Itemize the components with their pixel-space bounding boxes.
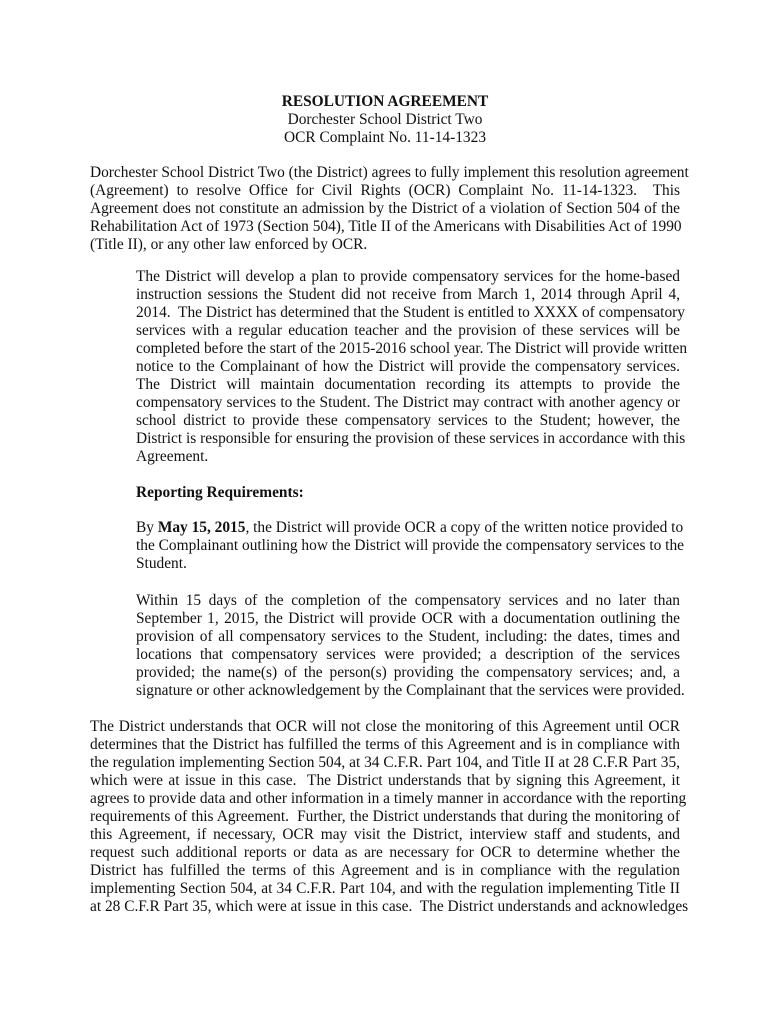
text-segment: September 1, 2015, the District will provide OCR with a documentation outlining the [136,610,680,627]
text-segment: the regulation implementing Section 504, at 34 C.F.R. Part 104, and Title II at 28 C.F.R Part 35, [90,754,680,771]
text-segment: The District will maintain documentation recording its attempts to provide the [136,376,680,393]
district-name: Dorchester School District Two [287,111,483,128]
text-segment: Dorchester School District Two (the District) agrees to fully implement this resolution agreement [90,164,689,181]
text-line [136,610,680,628]
text-line [90,736,680,754]
text-segment: school district to provide these compensatory services to the Student; however, the [136,412,680,429]
text-line [136,430,686,448]
text-line [136,628,680,646]
text-line [136,304,685,322]
text-line [136,340,688,358]
text-segment: By [136,519,158,536]
text-segment: instruction sessions the Student did not receive from March 1, 2014 through April 4, [136,286,680,303]
text-line [90,182,680,200]
text-line [90,880,680,898]
text-line [136,484,680,502]
text-line [136,537,684,555]
text-line [90,236,680,254]
text-segment: , the District will provide OCR a copy of the written notice provided to [245,519,684,536]
text-line [90,164,689,182]
text-segment: compensatory services to the Student. The District may contract with another agency or [136,394,680,411]
text-line [90,862,680,880]
text-line [136,376,680,394]
text-line [90,718,680,736]
text-segment: Rehabilitation Act of 1973 (Section 504), Title II of the Americans with Disabilities Act of 1990 [90,218,682,235]
text-segment: determines that the District has fulfilled the terms of this Agreement and is in compliance with [90,736,680,753]
text-line [90,844,680,862]
text-segment: Agreement does not constitute an admission by the District of a violation of Section 504 of the [90,200,680,217]
text-segment: provision of all compensatory services to the Student, including: the dates, times and [136,628,680,645]
text-line [90,754,680,772]
text-line [90,790,687,808]
reporting-requirements-heading [136,484,680,502]
bold-text: May 15, 2015 [157,519,246,536]
text-line [136,448,680,466]
complaint-number: OCR Complaint No. 11-14-1323 [283,129,487,146]
text-line [90,898,689,916]
document-header [90,93,680,147]
text-segment: 2014. The District has determined that the Student is entitled to XXXX of compensatory [136,304,685,321]
text-line [136,358,680,376]
text-segment: Agreement. [136,448,209,465]
text-line [136,682,685,700]
reporting-requirement-1 [136,519,684,573]
text-line [136,394,680,412]
compensatory-plan-paragraph [136,268,688,466]
text-segment: agrees to provide data and other information in a timely manner in accordance with the reporting [90,790,687,807]
text-segment: completed before the start of the 2015-2016 school year. The District will provide written [136,340,688,357]
text-segment: the Complainant outlining how the District will provide the compensatory services to the [136,537,684,554]
text-line [136,412,680,430]
text-segment: Student. [136,555,187,572]
text-segment: The District understands that OCR will not close the monitoring of this Agreement until OCR [90,718,680,735]
monitoring-paragraph [90,718,689,916]
text-line [136,555,680,573]
text-line [136,322,680,340]
text-line [90,772,680,790]
text-segment: signature or other acknowledgement by the Complainant that the services were provided. [136,682,685,699]
text-line [136,664,680,682]
text-line [136,519,684,537]
text-segment: services with a regular education teacher and the provision of these services will be [136,322,680,339]
text-segment: (Title II), or any other law enforced by OCR. [90,236,368,253]
text-segment: locations that compensatory services were provided; a description of the services [136,646,680,663]
text-segment: at 28 C.F.R Part 35, which were at issue in this case. The District understands and acknowledges [90,898,689,915]
intro-paragraph [90,164,689,254]
text-line [90,200,680,218]
text-line [90,808,680,826]
text-line [90,826,680,844]
text-segment: Within 15 days of the completion of the compensatory services and no later than [136,592,680,609]
text-segment: notice to the Complainant of how the District will provide the compensatory services. [136,358,680,375]
text-line [90,218,680,236]
reporting-requirement-2 [136,592,685,700]
text-segment: which were at issue in this case. The District understands that by signing this Agreement, it [90,772,680,789]
text-line [136,592,680,610]
text-segment: (Agreement) to resolve Office for Civil Rights (OCR) Complaint No. 11-14-1323. This [90,182,680,199]
text-segment: District is responsible for ensuring the provision of these services in accordance with this [136,430,686,447]
text-segment: implementing Section 504, at 34 C.F.R. Part 104, and with the regulation implementing Title II [90,880,680,897]
text-segment: District has fulfilled the terms of this Agreement and is in compliance with the regulation [90,862,680,879]
text-segment: The District will develop a plan to provide compensatory services for the home-based [136,268,680,285]
text-line [136,268,680,286]
bold-text: Reporting Requirements: [136,484,304,501]
document-title-text: RESOLUTION AGREEMENT [281,93,489,110]
text-segment: provided; the name(s) of the person(s) providing the compensatory services; and, a [136,664,680,681]
text-segment: requirements of this Agreement. Further, the District understands that during the monitoring of [90,808,680,825]
text-line [136,646,680,664]
text-segment: request such additional reports or data as are necessary for OCR to determine whether the [90,844,680,861]
text-segment: this Agreement, if necessary, OCR may visit the District, interview staff and students, and [90,826,680,843]
document-title [90,93,680,111]
text-line [136,286,680,304]
